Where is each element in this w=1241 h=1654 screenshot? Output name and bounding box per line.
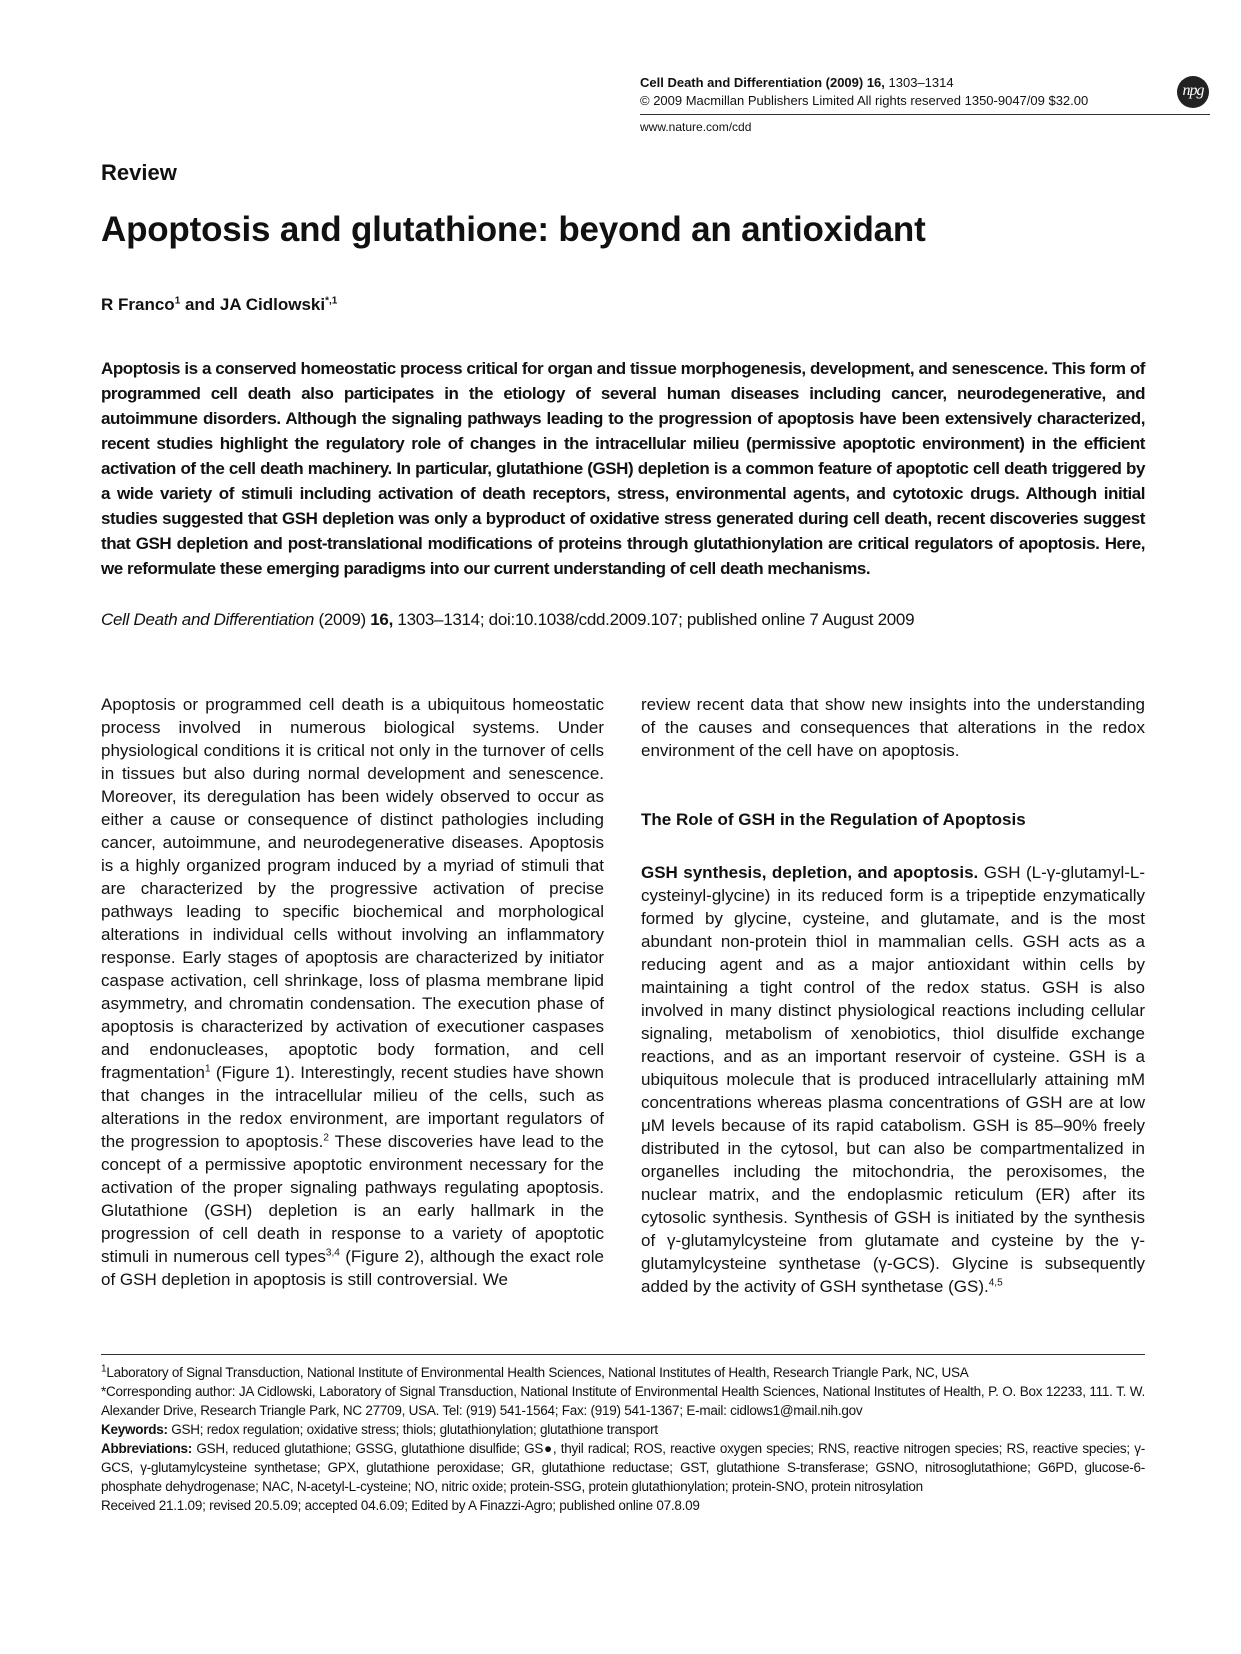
corresponding-author: *Corresponding author: JA Cidlowski, Laboratory of Signal Transduction, National Institute of Environmental Health Sciences, National Institutes of Health, P. O. Box 12233, 111. T. W. Alexander Drive, Research Triangle Park, NC 27709, USA. Tel: (919) 541-1564; Fax: (919) 541-1367; E-mail: cidlows1@mail.nih.gov — [101, 1384, 1145, 1418]
body-text: (Figure 1). Interestingly, recent studies have shown that changes in the intracellular milieu of the cells, such as alterations in the redox environment, are important regulators of the progression to apoptosis. — [101, 1063, 604, 1151]
author-list — [101, 295, 337, 315]
body-column-left — [101, 693, 604, 1291]
affiliation-marker: 1 — [174, 295, 181, 307]
affiliation-text: Laboratory of Signal Transduction, National Institute of Environmental Health Sciences, National Institutes of Health, Research Triangle Park, NC, USA — [106, 1365, 969, 1380]
keywords — [101, 1420, 1145, 1439]
body-text: These discoveries have lead to the concept of a permissive apoptotic environment necessary for the activation of the proper signaling pathways regulating apoptosis. Glutathione (GSH) depletion is an early hallmark in the progression of cell death in response to a variety of apoptotic stimuli in numerous cell types — [101, 1132, 604, 1266]
author-name: R Franco — [101, 295, 175, 314]
citation-doi: 1303–1314; doi:10.1038/cdd.2009.107; published online 7 August 2009 — [393, 610, 915, 629]
affiliation-marker: 1 — [101, 1363, 107, 1375]
article-citation — [101, 609, 914, 631]
reference-link[interactable]: 1 — [204, 1063, 211, 1075]
affiliation — [101, 1363, 1145, 1382]
footnote-divider — [101, 1354, 1145, 1355]
journal-header — [640, 74, 954, 91]
article-title: Apoptosis and glutathione: beyond an antioxidant — [101, 210, 926, 249]
reference-link[interactable]: 2 — [323, 1132, 329, 1144]
author-name: JA Cidlowski — [219, 295, 326, 314]
body-text: GSH (L-γ-glutamyl-L-cysteinyl-glycine) in its reduced form is a tripeptide enzymatically formed by glycine, cysteine, and glutamate, and is the most abundant non-protein thiol in mammalian cells. GSH acts as a reducing agent and as a major antioxidant within cells by maintaining a tight control of the redox status. GSH is also involved in many distinct physiological reactions including cellular signaling, metabolism of xenobiotics, thiol disulfide exchange reactions, and as an important reservoir of cysteine. GSH is a ubiquitous molecule that is produced intracellularly attaining mM concentrations whereas plasma concentrations of GSH are at low μM levels because of its rapid catabolism. GSH is 85–90% freely distributed in the cytosol, but can also be compartmentalized in organelles including the mitochondria, the peroxisomes, the nuclear matrix, and the endoplasmic reticulum (ER) after its cytosolic synthesis. Synthesis of GSH is initiated by the synthesis of γ-glutamylcysteine from glutamate and cysteine by the γ-glutamylcysteine synthetase (γ-GCS). Glycine is subsequently added by the activity of GSH synthetase (GS). — [641, 863, 1145, 1296]
journal-citation: Cell Death and Differentiation (2009) 16, — [640, 75, 885, 90]
keywords-text: GSH; redox regulation; oxidative stress; thiols; glutathionylation; glutathione transport — [167, 1422, 658, 1437]
citation-year: (2009) — [314, 610, 371, 629]
body-text: Apoptosis or programmed cell death is a ubiquitous homeostatic process involved in numerous biological systems. Under physiological conditions it is critical not only in the turnover of cells in tissues but also during normal development and senescence. Moreover, its deregulation has been widely observed to occur as either a cause or consequence of distinct pathologies including cancer, autoimmune, and neurodegenerative diseases. Apoptosis is a highly organized program induced by a myriad of stimuli that are characterized by the progressive activation of precise pathways leading to specific biochemical and morphological alterations in individual cells without involving an inflammatory response. Early stages of apoptosis are characterized by initiator caspase activation, cell shrinkage, loss of plasma membrane lipid asymmetry, and chromatin condensation. The execution phase of apoptosis is characterized by activation of executioner caspases and endonucleases, apoptotic body formation, and cell fragmentation — [101, 695, 604, 1082]
subsection-heading: GSH synthesis, depletion, and apoptosis. — [641, 863, 979, 882]
npg-logo: npg — [1177, 76, 1209, 108]
author-separator: and — [180, 295, 220, 314]
journal-url[interactable]: www.nature.com/cdd — [640, 120, 752, 134]
body-paragraph — [641, 861, 1145, 1298]
body-paragraph: review recent data that show new insights into the understanding of the causes and consequences that alterations in the redox environment of the cell have on apoptosis. — [641, 695, 1145, 760]
copyright-line: © 2009 Macmillan Publishers Limited All rights reserved 1350-9047/09 $32.00 — [640, 93, 1089, 108]
affiliation-marker: *,1 — [325, 295, 338, 307]
section-heading: The Role of GSH in the Regulation of Apoptosis — [641, 810, 1026, 829]
page-range: 1303–1314 — [888, 75, 954, 90]
article-type: Review — [101, 160, 177, 185]
header-divider — [640, 114, 1210, 115]
abstract: Apoptosis is a conserved homeostatic process critical for organ and tissue morphogenesis, development, and senescence. This form of programmed cell death also participates in the etiology of several human diseases including cancer, neurodegenerative, and autoimmune disorders. Although the signaling pathways leading to the progression of apoptosis have been extensively characterized, recent studies highlight the regulatory role of changes in the intracellular milieu (permissive apoptotic environment) in the efficient activation of the cell death machinery. In particular, glutathione (GSH) depletion is a common feature of apoptotic cell death triggered by a wide variety of stimuli including activation of death receptors, stress, environmental agents, and cytotoxic drugs. Although initial studies suggested that GSH depletion was only a byproduct of oxidative stress generated during cell death, recent discoveries suggest that GSH depletion and post-translational modifications of proteins through glutathionylation are critical regulators of apoptosis. Here, we reformulate these emerging paradigms into our current understanding of cell death mechanisms. — [101, 359, 1145, 578]
reference-link[interactable]: 4,5 — [988, 1277, 1003, 1289]
body-text: (Figure 2), although the exact role of GSH depletion in apoptosis is still controversial. We — [101, 1247, 604, 1289]
reference-link[interactable]: 3,4 — [325, 1247, 340, 1259]
received-dates: Received 21.1.09; revised 20.5.09; accepted 04.6.09; Edited by A Finazzi-Agro; published online 07.8.09 — [101, 1498, 700, 1513]
footnotes — [101, 1363, 1145, 1515]
body-paragraph — [101, 693, 604, 1291]
keywords-label: Keywords: — [101, 1422, 168, 1437]
abbreviations — [101, 1439, 1145, 1496]
citation-journal: Cell Death and Differentiation — [101, 610, 315, 629]
body-column-right — [641, 693, 1145, 1298]
abbreviations-text: GSH, reduced glutathione; GSSG, glutathione disulfide; GS●, thyil radical; ROS, reactive oxygen species; RNS, reactive nitrogen species; RS, reactive species; γ-GCS, γ-glutamylcysteine synthetase; GPX, glutathione peroxidase; GR, glutathione reductase; GST, glutathione S-transferase; GSNO, nitrosoglutathione; G6PD, glucose-6-phosphate dehydrogenase; NAC, N-acetyl-L-cysteine; NO, nitric oxide; protein-SSG, protein glutathionylation; protein-SNO, protein nitrosylation — [101, 1441, 1145, 1494]
citation-volume: 16, — [370, 610, 393, 629]
abbreviations-label: Abbreviations: — [101, 1441, 193, 1456]
